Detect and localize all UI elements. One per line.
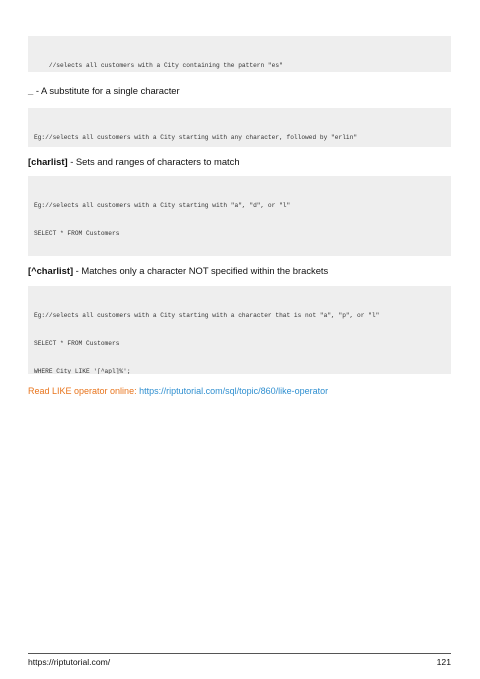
heading-charlist (28, 156, 240, 167)
code-block-charlist (28, 176, 451, 256)
heading-desc: - A substitute for a single character (33, 85, 180, 96)
page-number: 121 (436, 657, 451, 667)
heading-term: [charlist] (28, 156, 68, 167)
read-online-link[interactable]: https://riptutorial.com/sql/topic/860/like-operator (139, 386, 329, 396)
code-block-underscore (28, 108, 451, 147)
read-online-label: Read LIKE operator online: (28, 386, 140, 396)
heading-desc: - Matches only a character NOT specified within the brackets (73, 265, 329, 276)
code-block-not-charlist (28, 286, 451, 374)
footer-site-link[interactable]: https://riptutorial.com/ (28, 657, 111, 667)
footer-divider (28, 653, 451, 654)
code-line: Eg://selects all customers with a City starting with any character, followed by "erlin" (34, 133, 358, 141)
code-line: SELECT * FROM Customers (34, 230, 120, 238)
heading-desc: - Sets and ranges of characters to match (67, 156, 240, 167)
code-line: //selects all customers with a City containing the pattern "es" (34, 61, 283, 69)
heading-not-charlist (28, 265, 328, 276)
heading-term: [^charlist] (28, 265, 74, 276)
heading-term: _ (28, 85, 34, 96)
code-block-pattern-es (28, 36, 451, 72)
code-line: Eg://selects all customers with a City starting with "a", "d", or "l" (34, 201, 291, 209)
code-line: Eg://selects all customers with a City starting with a character that is not "a", "p", or "l" (34, 311, 380, 319)
read-online-line (28, 386, 328, 396)
code-line: SELECT * FROM Customers (34, 340, 120, 348)
heading-underscore (28, 85, 180, 96)
code-line: WHERE City LIKE '[^apl]%'; (34, 368, 131, 374)
